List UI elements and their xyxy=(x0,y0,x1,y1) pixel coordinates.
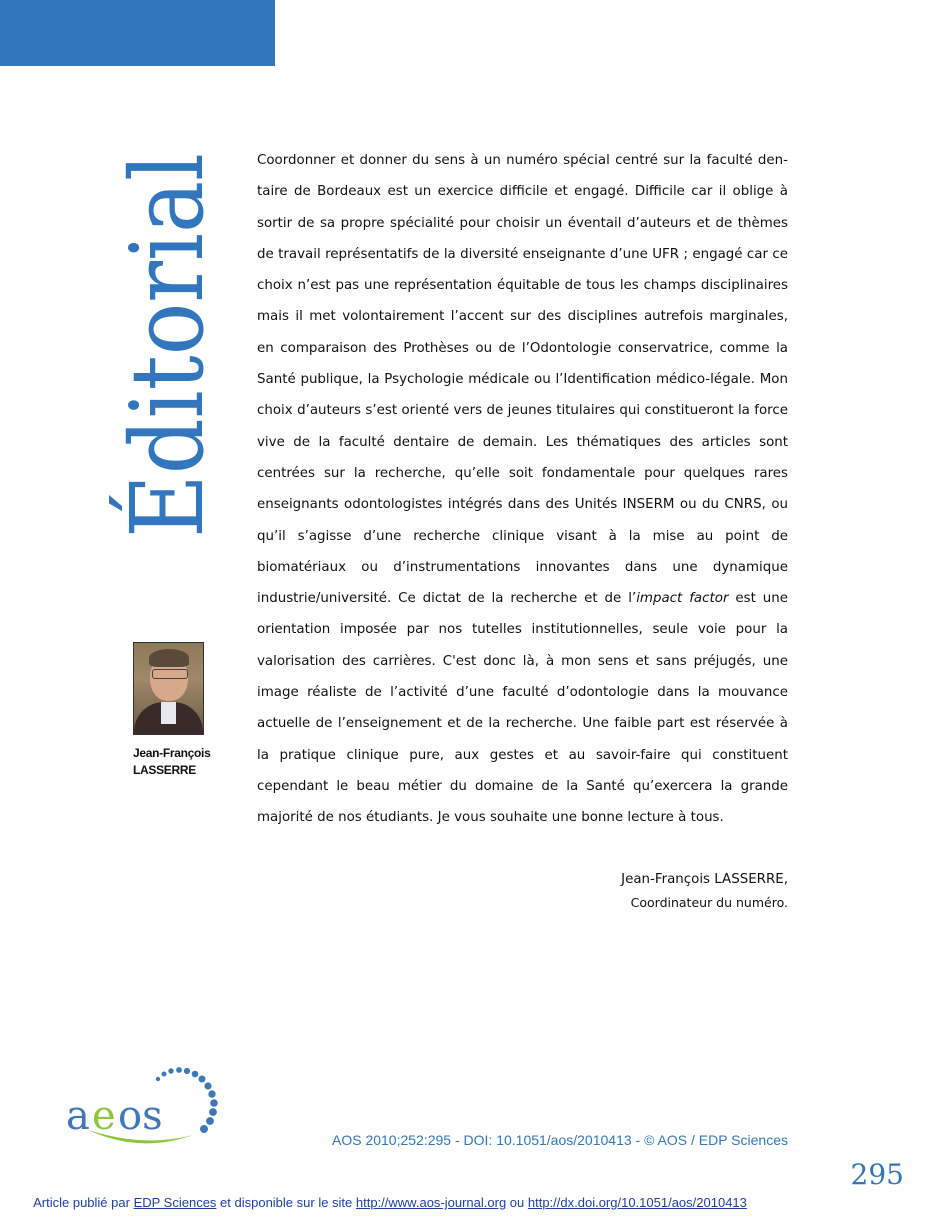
aeos-logo xyxy=(60,1062,230,1157)
logo-letter-a: a xyxy=(66,1093,90,1139)
editorial-body xyxy=(257,145,788,834)
author-caption xyxy=(133,745,223,779)
signature xyxy=(500,868,788,914)
logo-letters-os: os xyxy=(118,1093,163,1139)
journal-site-link[interactable]: http://www.aos-journal.org xyxy=(355,1195,507,1210)
logo-letter-e: e xyxy=(92,1093,116,1139)
footer-or: ou xyxy=(506,1195,528,1210)
author-photo-collar xyxy=(161,702,176,724)
footer-note xyxy=(0,1195,780,1210)
signature-name: Jean-François LASSERRE, xyxy=(621,872,788,887)
header-accent-bar xyxy=(0,0,275,66)
author-photo-hair xyxy=(149,649,189,667)
page-number: 295 xyxy=(850,1158,904,1191)
publisher-link[interactable]: EDP Sciences xyxy=(133,1195,217,1210)
footer-prefix: Article publié par xyxy=(33,1195,134,1210)
author-photo xyxy=(133,642,204,735)
body-part-2: est une orientation imposée par nos tutelles institutionnelles, seule voie pour la valorisation des carrières. C'est donc là, à mon sens et sans préjugés, une image réaliste de l’activité d’une faculté d’odontologie dans la mouvance actuelle de l’enseignement et de la recherche. Une faible part est réservée à la pratique clinique pure, aux gestes et au savoir-faire qui constituent cependant le beau métier du domaine de la Santé qu’exercera la grande majorité de nos étudiants. Je vous souhaite une bonne lecture à tous. xyxy=(257,591,788,826)
author-photo-glasses xyxy=(152,669,188,679)
body-emphasis: impact factor xyxy=(636,591,729,607)
signature-role: Coordinateur du numéro. xyxy=(630,895,788,910)
citation-line: AOS 2010;252:295 - DOI: 10.1051/aos/2010413 - © AOS / EDP Sciences xyxy=(331,1132,788,1148)
body-part-1: Coordonner et donner du sens à un numéro spécial centré sur la faculté dentaire de Bordeaux est un exercice difficile et engagé. Difficile car il oblige à sortir de sa propre spécialité pour choisir un éventail d’auteurs et de thèmes de travail représentatifs de la diversité enseignante d’une UFR ; engagé car ce choix n’est pas une représentation équitable de tous les champs disciplinaires mais il met volontairement l’accent sur des disciplines autrefois marginales, en comparaison des Prothèses ou de l’Odontologie conservatrice, comme la Santé publique, la Psychologie médicale ou l’Identification médico-légale. Mon choix d’auteurs s’est orienté vers de jeunes titulaires qui constitueront la force vive de la faculté dentaire de demain. Les thématiques des articles sont centrées sur la recherche, qu’elle soit fondamentale pour quelques rares enseignants odontologistes intégrés dans des Unités INSERM ou du CNRS, ou qu’il s’agisse d’une recherche clinique visant à la mise au point de biomatériaux ou d’instrumentations innovantes dans une dynamique industrie/université. Ce dictat de la recherche et de l’ xyxy=(257,153,788,607)
author-last-name: LASSERRE xyxy=(133,763,196,777)
author-first-name: Jean-François xyxy=(133,746,211,760)
footer-middle: et disponible sur le site xyxy=(216,1195,356,1210)
doi-link[interactable]: http://dx.doi.org/10.1051/aos/2010413 xyxy=(527,1195,747,1210)
editorial-title xyxy=(109,97,226,540)
editorial-title-text: Éditorial xyxy=(109,97,226,538)
logo-dots xyxy=(156,1067,218,1133)
editorial-paragraph xyxy=(257,145,788,834)
